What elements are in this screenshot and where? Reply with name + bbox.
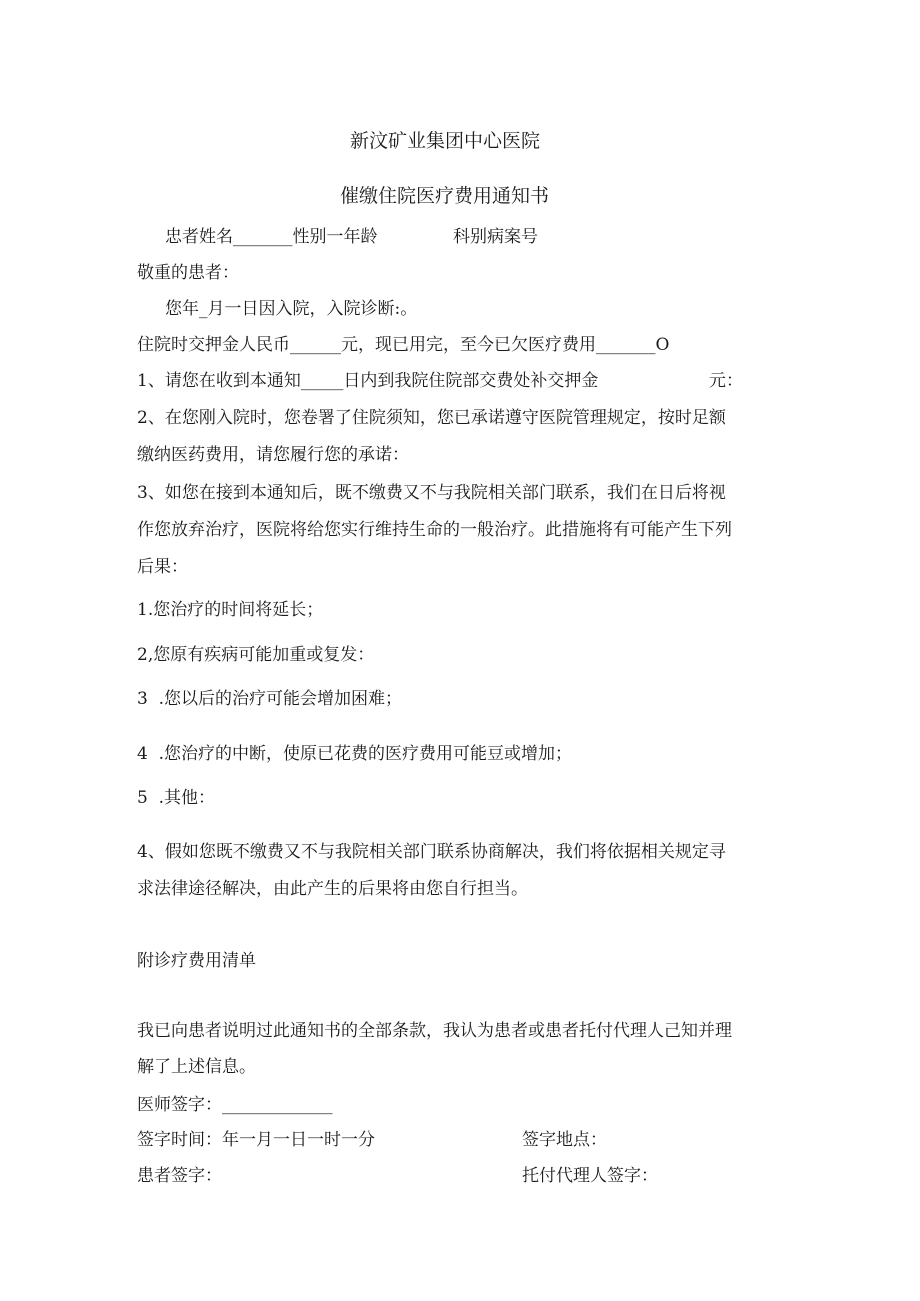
consequence-3: 3 .您以后的治疗可能会增加困难； (137, 689, 403, 709)
consequence-1: 1.您治疗的时间将延长； (137, 600, 324, 620)
item-4-line-2: 求法律途径解决，由此产生的后果将由您自行担当。 (137, 879, 528, 899)
item-4-line-1: 4、假如您既不缴费又不与我院相关部门联系协商解决，我们将依据相关规定寻 (137, 842, 726, 862)
item-2-line-2: 缴纳医药费用，请您履行您的承诺： (137, 445, 409, 465)
greeting: 敬重的患者： (137, 263, 239, 283)
doctor-signature: 医师签字：_____________ (137, 1095, 333, 1115)
item-3-line-1: 3、如您在接到本通知后，既不缴费又不与我院相关部门联系，我们在日后将视 (137, 483, 726, 503)
patient-info-line-2: 科别病案号 (453, 227, 538, 247)
item-3-line-3: 后果： (137, 557, 188, 577)
deposit-line: 住院时交押金人民币______元，现已用完，至今已欠医疗费用_______O (137, 335, 670, 355)
signature-time: 签字时间：年一月一日一时一分 (137, 1130, 375, 1150)
attachment-line: 附诊疗费用清单 (137, 951, 256, 971)
statement-line-2: 解了上述信息。 (137, 1057, 256, 1077)
statement-line-1: 我已向患者说明过此通知书的全部条款，我认为患者或患者托付代理人己知并理 (137, 1021, 732, 1041)
patient-signature: 患者签字： (137, 1166, 222, 1186)
patient-info-line: 忠者姓名_______性别一年龄 (165, 227, 378, 247)
item-1: 1、请您在收到本通知_____日内到我院住院部交费处补交押金 (137, 371, 599, 391)
item-2-line-1: 2、在您刚入院时，您卷署了住院须知，您已承诺遵守医院管理规定，按时足额 (137, 408, 726, 428)
signature-place: 签字地点： (522, 1130, 607, 1150)
item-1-unit: 元： (709, 371, 743, 391)
document-title: 催缴住院医疗费用通知书 (340, 185, 550, 207)
consequence-5: 5 .其他： (137, 788, 216, 808)
admission-line: 您年_月一日因入院，入院诊断:。 (165, 299, 418, 319)
agent-signature: 托付代理人签字： (522, 1166, 658, 1186)
item-3-line-2: 作您放弃治疗，医院将给您实行维持生命的一般治疗。此措施将有可能产生下列 (137, 520, 732, 540)
consequence-4: 4 .您治疗的中断，使原已花费的医疗费用可能豆或增加； (137, 744, 573, 764)
consequence-2: 2,您原有疾病可能加重或复发： (137, 645, 375, 665)
hospital-name: 新汶矿业集团中心医院 (350, 130, 541, 152)
